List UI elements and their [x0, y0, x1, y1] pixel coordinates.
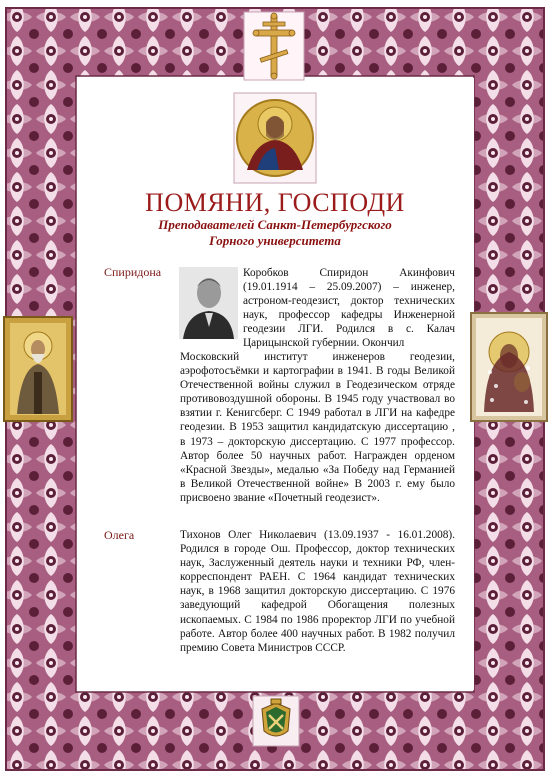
subtitle-line-1: Преподавателей Санкт-Петербургского — [158, 217, 392, 232]
page-title: ПОМЯНИ, ГОСПОДИ — [145, 188, 405, 217]
cross-icon — [242, 10, 306, 82]
entry-bio-spiridon-intro: Коробков Спиридон Акинфович (19.01.1914 – 25.09.2007) – инженер, астроном-геодезист, доктор технических наук, профессор кафедры Инженерной геодезии ЛГИ. Родился в с. Калач Царицынской губернии. Окончил — [243, 267, 455, 350]
christ-icon — [233, 92, 317, 184]
saint-icon — [3, 316, 73, 422]
entry-name-spiridon: Спиридона — [104, 265, 162, 279]
page-subtitle — [0, 217, 550, 249]
portrait-photo — [179, 267, 238, 339]
subtitle-line-2: Горного университета — [209, 233, 341, 248]
entry-name-oleg: Олега — [104, 528, 135, 542]
university-emblem-icon — [252, 695, 300, 747]
theotokos-icon — [470, 312, 548, 422]
entry-bio-spiridon: Московский институт инженеров геодезии, аэрофотосъёмки и картографии в 1941. В годы Великой Отечественной войны служил в Геодезическом отряде противовоздушной обороны. В 1945 году участвовал во взятии г. Кенигсберг. С 1949 работал в ЛГИ на кафедре геодезии. В 1953 защитил кандидатскую диссертацию , в 1973 – докторскую диссертацию. С 1977 профессор. Автор более 50 научных работ. Награжден орденом «Красной Звезды», медалью «За Победу над Германией в Великой Отечественной войне» В 2003 г. ему было присвоено звание «Почетный геодезист». — [180, 351, 455, 504]
entry-bio-oleg: Тихонов Олег Николаевич (13.09.1937 - 16.01.2008). Родился в городе Ош. Профессор, доктор технических наук, Заслуженный деятель науки и техники РФ, член-корреспондент РАЕН. С 1964 кандидат технических наук, в 1968 защитил докторскую диссертацию. С 1976 заведующий кафедрой Обогащения полезных ископаемых. С 1984 по 1986 проректор ЛГИ по учебной работе. Автор более 400 научных работ. В 1982 получил премию Совета Министров СССР. — [180, 529, 455, 654]
